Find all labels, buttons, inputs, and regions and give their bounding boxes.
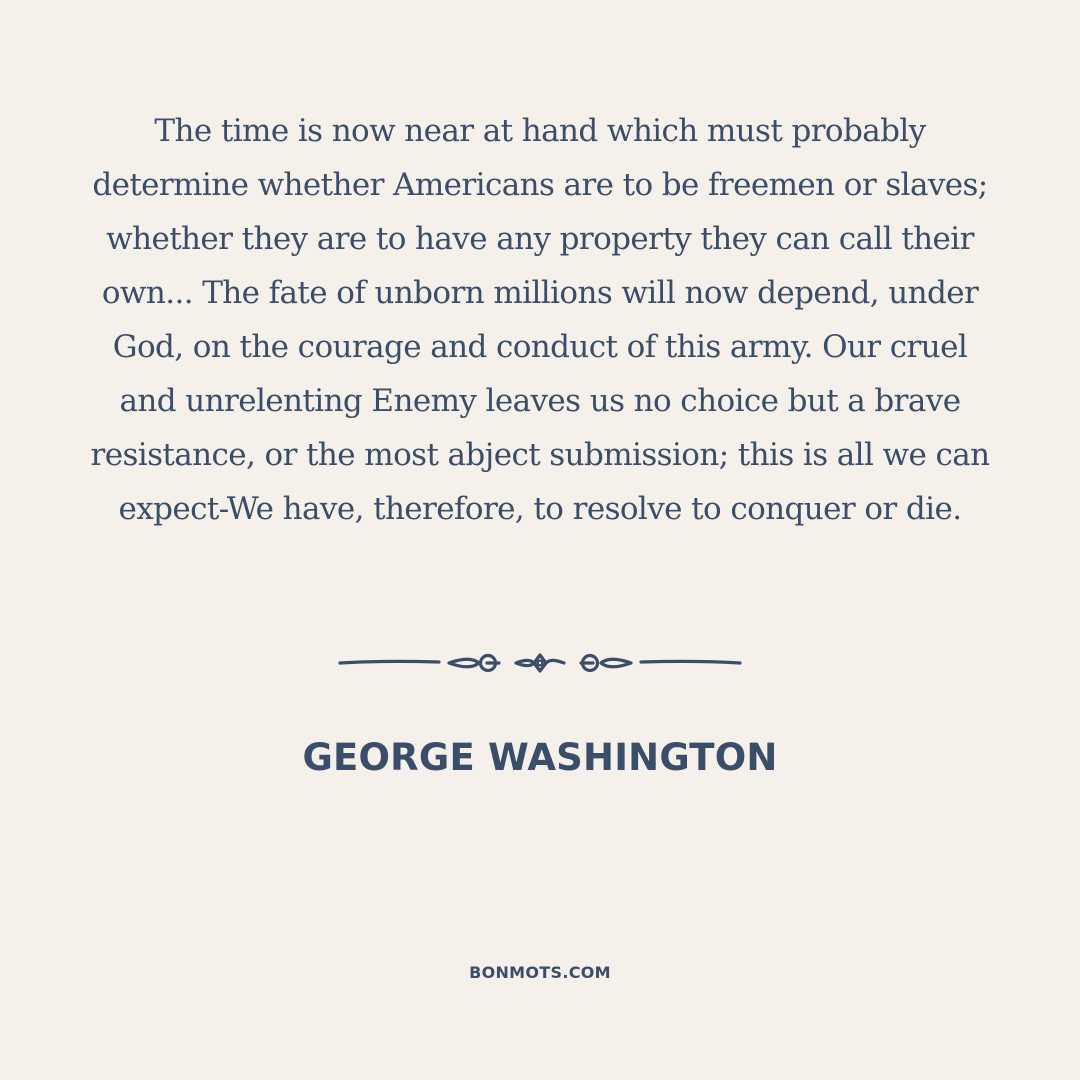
quote-text: The time is now near at hand which must probably determine whether Americans are to be freemen or slaves; whether they are to have any property they can call their own... The fate of unborn millions will now depend, under God, on the courage and conduct of this army. Our cruel and unrelenting Enemy leaves us no choice but a brave resistance, or the most abject submission; this is all we can expect-We have, therefore, to resolve to conquer or die. bbox=[90, 113, 990, 527]
source-site: BONMOTS.COM bbox=[469, 963, 611, 982]
ornamental-divider-icon bbox=[338, 643, 742, 683]
author-name: GEORGE WASHINGTON bbox=[302, 736, 778, 779]
